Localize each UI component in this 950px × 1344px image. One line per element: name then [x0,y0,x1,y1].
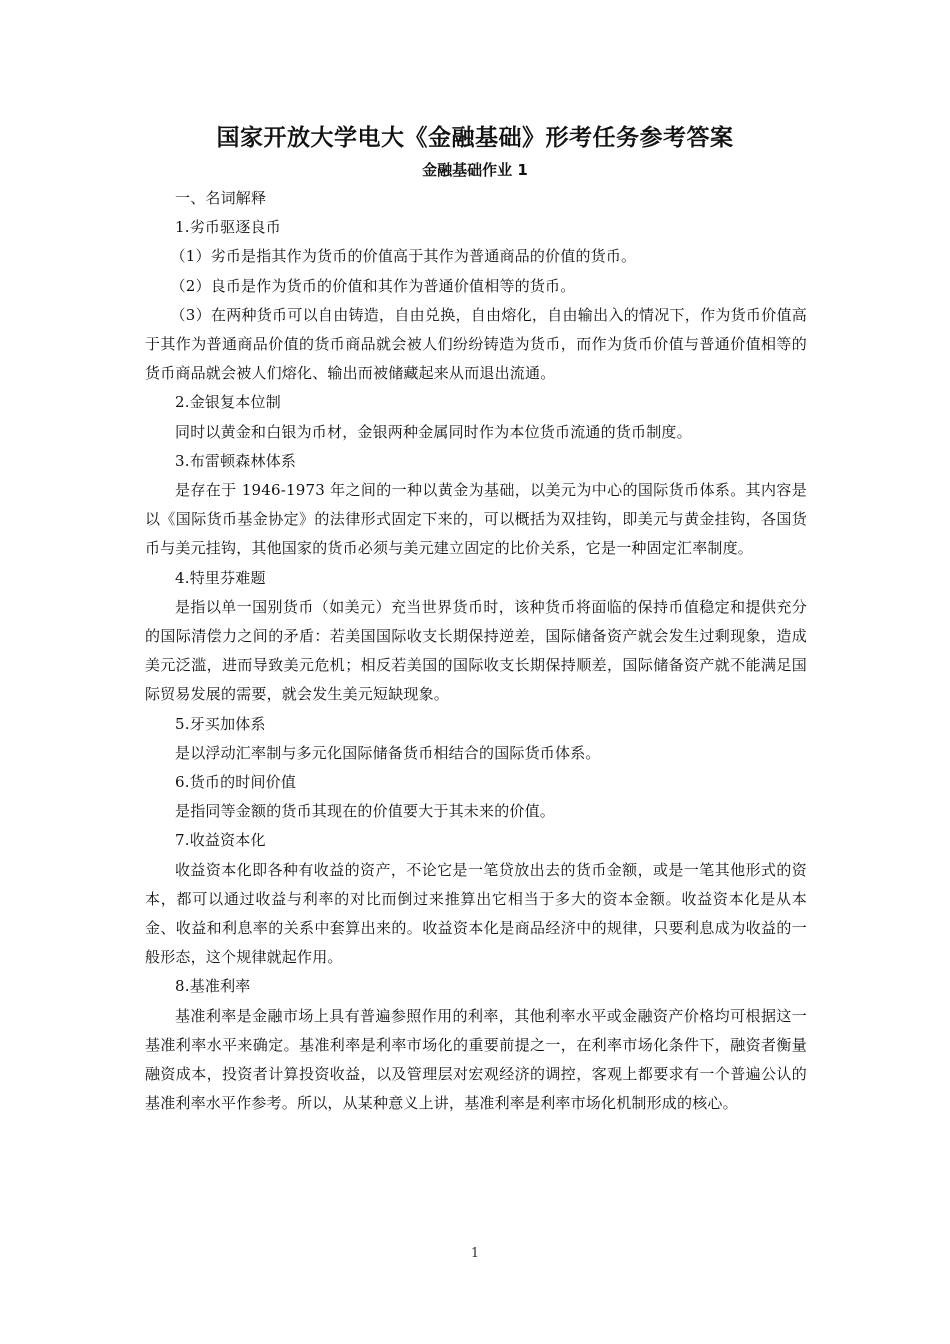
document-body [145,184,807,1119]
section-heading: 一、名词解释 [175,189,267,207]
paragraph: 收益资本化即各种有收益的资产，不论它是一笔贷放出去的货币金额，或是一笔其他形式的资本，都可以通过收益与利率的对比而倒过来推算出它相当于多大的资本金额。收益资本化是从本金、收益和利息率的关系中套算出来的。收益资本化是商品经济中的规律，只要利息成为收益的一般形态，这个规律就起作用。 [145,860,807,967]
term-heading: 8.基准利率 [175,977,251,996]
document-subtitle: 金融基础作业 1 [422,161,528,179]
page-number: 1 [470,1246,480,1261]
term-heading: 1.劣币驱逐良币 [175,218,281,237]
paragraph: 同时以黄金和白银为币材，金银两种金属同时作为本位货币流通的货币制度。 [175,422,692,441]
paragraph: （3）在两种货币可以自由铸造，自由兑换，自由熔化，自由输出入的情况下，作为货币价值高于其作为普通商品价值的货币商品就会被人们纷纷铸造为货币，而作为货币价值与普通价值相等的货币商品就会被人们熔化、输出而被储藏起来从而退出流通。 [145,305,807,383]
paragraph: 基准利率是金融市场上具有普遍参照作用的利率，其他利率水平或金融资产价格均可根据这一基准利率水平来确定。基准利率是利率市场化的重要前提之一，在利率市场化条件下，融资者衡量融资成本，投资者计算投资收益，以及管理层对宏观经济的调控，客观上都要求有一个普遍公认的基准利率水平作参考。所以，从某种意义上讲，基准利率是利率市场化机制形成的核心。 [145,1006,807,1113]
paragraph: （2）良币是作为货币的价值和其作为普通价值相等的货币。 [170,276,576,295]
term-heading: 2.金银复本位制 [175,393,281,412]
document-title: 国家开放大学电大《金融基础》形考任务参考答案 [216,125,734,151]
term-heading: 6.货币的时间价值 [175,773,297,792]
paragraph: 是以浮动汇率制与多元化国际储备货币相结合的国际货币体系。 [175,743,601,762]
term-heading: 3.布雷顿森林体系 [175,451,297,470]
term-heading: 7.收益资本化 [175,831,266,850]
term-heading: 5.牙买加体系 [175,714,266,733]
paragraph: （1）劣币是指其作为货币的价值高于其作为普通商品的价值的货币。 [170,247,637,266]
paragraph: 是指以单一国别货币（如美元）充当世界货币时，该种货币将面临的保持币值稳定和提供充分的国际清偿力之间的矛盾：若美国国际收支长期保持逆差，国际储备资产就会发生过剩现象，造成美元泛滥，进而导致美元危机；相反若美国的国际收支长期保持顺差，国际储备资产就不能满足国际贸易发展的需要，就会发生美元短缺现象。 [145,597,807,704]
paragraph: 是存在于 1946-1973 年之间的一种以黄金为基础，以美元为中心的国际货币体系。其内容是以《国际货币基金协定》的法律形式固定下来的，可以概括为双挂钩，即美元与黄金挂钩，各国货币与美元挂钩，其他国家的货币必须与美元建立固定的比价关系，它是一种固定汇率制度。 [145,481,807,558]
paragraph: 是指同等金额的货币其现在的价值要大于其未来的价值。 [175,802,556,821]
term-heading: 4.特里芬难题 [175,568,266,587]
